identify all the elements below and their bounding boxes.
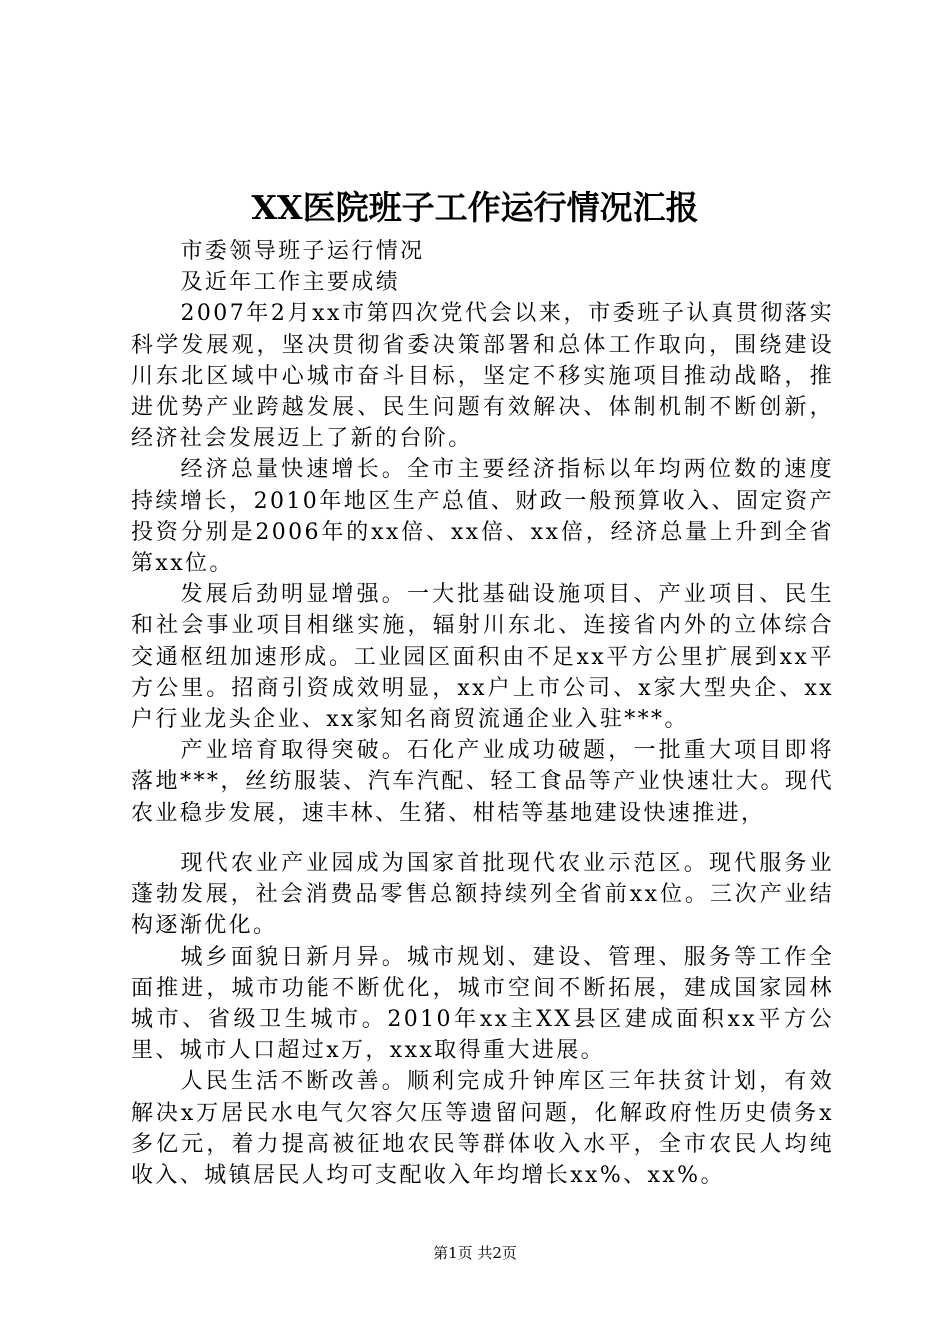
document-title: XX医院班子工作运行情况汇报 — [251, 188, 699, 227]
paragraph-urban: 城乡面貌日新月异。城市规划、建设、管理、服务等工作全面推进，城市功能不断优化，城市空间不断拓展，建成国家园林城市、省级卫生城市。2010年xx主XX县区建成面积xx平方公里、城市人口超过x万，xxx取得重大进展。 — [131, 944, 834, 1064]
paragraph-livelihood: 人民生活不断改善。顺利完成升钟库区三年扶贫计划，有效解决x万居民水电气欠容欠压等遗留问题，化解政府性历史债务x多亿元，着力提高被征地农民等群体收入水平，全市农民人均纯收入、城镇居民人均可支配收入年均增长xx%、xx%。 — [131, 1069, 834, 1189]
paragraph-industry: 产业培育取得突破。石化产业成功破题，一批重大项目即将落地***，丝纺服装、汽车汽配、轻工食品等产业快速壮大。现代农业稳步发展，速丰林、生猪、柑桔等基地建设快速推进， — [131, 738, 834, 826]
page-footer — [0, 1243, 950, 1263]
body-text-top — [131, 236, 834, 829]
heading-line-1: 市委领导班子运行情况 — [180, 239, 425, 264]
page-total: 共2页 — [477, 1244, 517, 1262]
paragraph-intro: 2007年2月xx市第四次党代会以来，市委班子认真贯彻落实科学发展观，坚决贯彻省委决策部署和总体工作取向，围绕建设川东北区域中心城市奋斗目标，坚定不移实施项目推动战略，推进优势产业跨越发展、民生问题有效解决、体制机制不断创新，经济社会发展迈上了新的台阶。 — [131, 301, 834, 452]
page-number: 第1页 — [433, 1244, 473, 1262]
paragraph-economy: 经济总量快速增长。全市主要经济指标以年均两位数的速度持续增长，2010年地区生产总值、财政一般预算收入、固定资产投资分别是2006年的xx倍、xx倍、xx倍，经济总量上升到全省第xx位。 — [131, 457, 834, 577]
paragraph-agriculture: 现代农业产业园成为国家首批现代农业示范区。现代服务业蓬勃发展，社会消费品零售总额持续列全省前xx位。三次产业结构逐渐优化。 — [131, 851, 834, 939]
heading-line-2: 及近年工作主要成绩 — [180, 270, 401, 296]
paragraph-development: 发展后劲明显增强。一大批基础设施项目、产业项目、民生和社会事业项目相继实施，辐射川东北、连接省内外的立体综合交通枢纽加速形成。工业园区面积由不足xx平方公里扩展到xx平方公里。招商引资成效明显，xx户上市公司、x家大型央企、xx户行业龙头企业、xx家知名商贸流通企业入驻***。 — [131, 582, 834, 733]
body-text-bottom — [131, 848, 834, 1191]
